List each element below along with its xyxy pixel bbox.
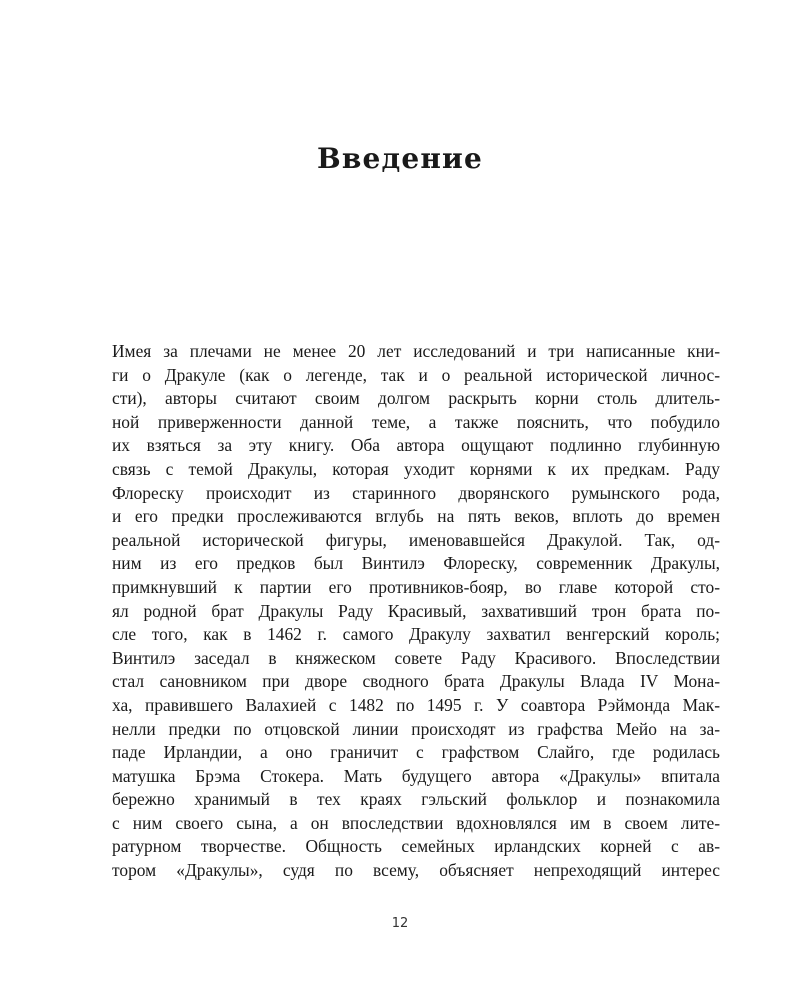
text-line: реальной исторической фигуры, именовавшейся Дракулой. Так, од- <box>112 529 720 550</box>
text-line: тором «Дракулы», судя по всему, объясняет непреходящий интерес <box>112 860 720 881</box>
body-text <box>112 340 720 883</box>
text-line: нелли предки по отцовской линии происходят из графства Мейо на за- <box>112 718 720 739</box>
text-line: ним из его предков был Винтилэ Флореску, современник Дракулы, <box>112 553 720 574</box>
page-number: 12 <box>391 916 409 931</box>
text-line: стал сановником при дворе сводного брата Дракулы Влада IV Мона- <box>112 671 720 692</box>
text-line: ха, правившего Валахией с 1482 по 1495 г. У соавтора Рэймонда Мак- <box>112 694 720 715</box>
text-line: сле того, как в 1462 г. самого Дракулу захватил венгерский король; <box>112 624 720 645</box>
text-line: связь с темой Дракулы, которая уходит корнями к их предкам. Раду <box>112 458 720 479</box>
text-line: сти), авторы считают своим долгом раскрыть корни столь длитель- <box>112 388 720 409</box>
text-line: Флореску происходит из старинного дворянского румынского рода, <box>112 482 720 503</box>
text-line: и его предки прослеживаются вглубь на пять веков, вплоть до времен <box>112 506 720 527</box>
text-line: матушка Брэма Стокера. Мать будущего автора «Дракулы» впитала <box>112 765 720 786</box>
page-title: Введение <box>316 142 484 175</box>
text-line: ги о Дракуле (как о легенде, так и о реальной исторической личнос- <box>112 364 720 385</box>
text-line: ной приверженности данной теме, а также пояснить, что побудило <box>112 411 720 432</box>
text-line: ратурном творчестве. Общность семейных ирландских корней с ав- <box>112 836 720 857</box>
text-line: Имея за плечами не менее 20 лет исследований и три написанные кни- <box>112 341 720 361</box>
text-line: бережно хранимый в тех краях гэльский фольклор и познакомила <box>112 789 720 810</box>
text-line: примкнувший к партии его противников-бояр, во главе которой сто- <box>112 576 720 597</box>
text-line: ял родной брат Дракулы Раду Красивый, захвативший трон брата по- <box>112 600 720 621</box>
text-line: с ним своего сына, а он впоследствии вдохновлялся им в своем лите- <box>112 812 720 833</box>
text-line: их взяться за эту книгу. Оба автора ощущают подлинно глубинную <box>112 435 720 456</box>
text-line: паде Ирландии, а оно граничит с графством Слайго, где родилась <box>112 742 720 763</box>
text-line: Винтилэ заседал в княжеском совете Раду Красивого. Впоследствии <box>112 647 720 668</box>
